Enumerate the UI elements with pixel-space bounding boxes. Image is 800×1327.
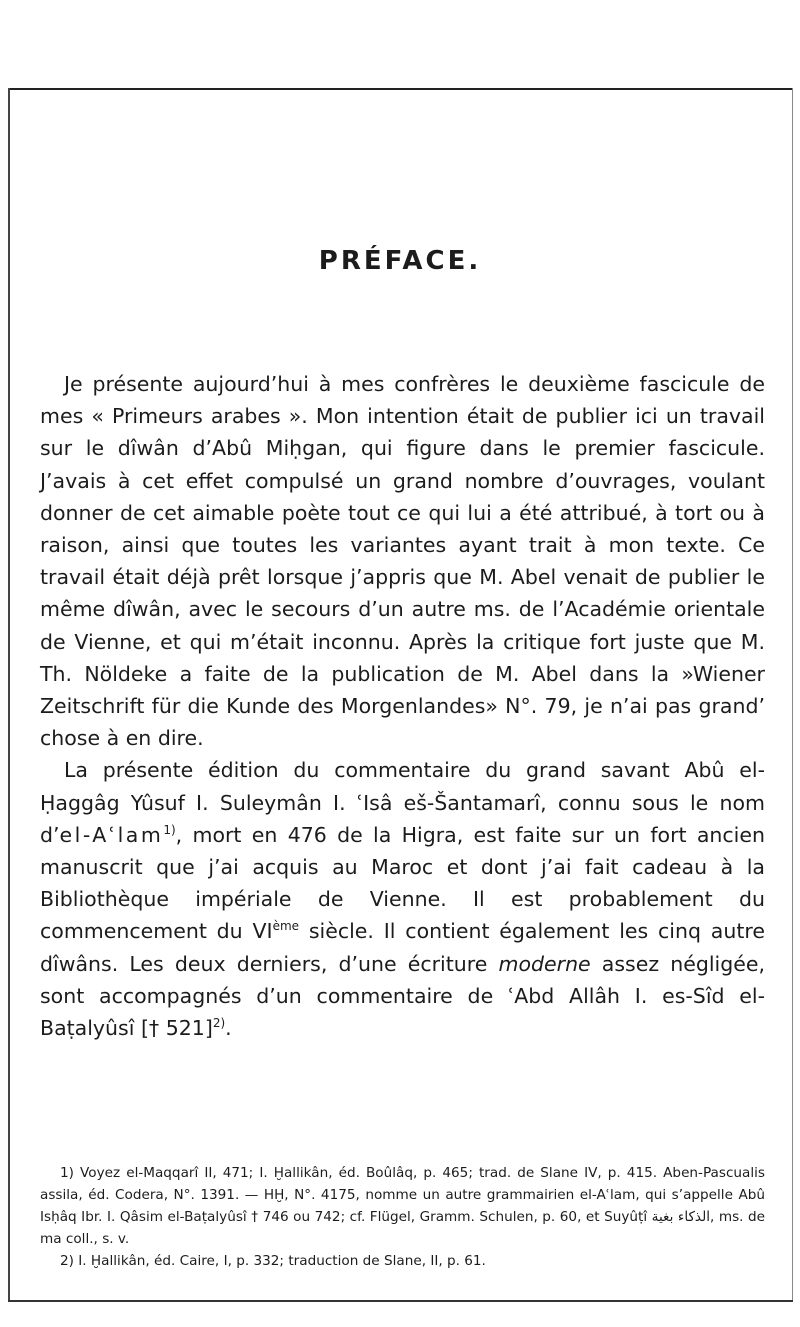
paragraph-2-intro: La présente édition du commentaire du grand savant Abû el-Ḥaggâg Yûsuf I. Suleymân I. ʿIsâ eš-Šantamarî, connu sous le nom d’ (40, 758, 765, 847)
paragraph-2-middle-2: siècle. Il contient également les cinq autre dîwâns. Les deux derniers, d’une écriture (40, 919, 765, 976)
footnotes (40, 1162, 765, 1272)
footnote-1-text: Voyez el-Maqqarî II, 471; I. Ḫallikân, éd. Boûlâq, p. 465; trad. de Slane IV, p. 415. Aben-Pascualis assila, éd. Codera, N°. 1391. — HḪ, N°. 4175, nomme un autre grammairien el-Aʿlam, qui s’appelle Abû Isḥâq Ibr. I. Qâsim el-Baṭalyûsî † 746 ou 742; cf. Flügel, Gramm. Schulen, p. 60, et Suyûṭî (40, 1165, 766, 1225)
footnote-marker-1: 1) (163, 823, 176, 838)
paragraph-2-middle: , mort en 476 de la Higra, est faite sur un fort ancien manuscrit que j’ai acquis au Maroc et dont j’ai fait cadeau à la Bibliothèque impériale de Vienne. Il est probablement du commencement du VI (40, 822, 765, 944)
footnote-1 (40, 1162, 765, 1250)
footnote-marker-2: 2) (212, 1016, 226, 1031)
top-frame-rule (8, 88, 793, 90)
paragraph-1: Je présente aujourd’hui à mes confrères le deuxième fascicule de mes « Primeurs arabes ». Mon intention était de publier ici un travail sur le dîwân d’Abû Miḥgan, qui figure dans le premier fascicule. J’avais à cet effet compulsé un grand nombre d’ouvrages, voulant donner de cet aimable poète tout ce qui lui a été attribué, à tort ou à raison, ainsi que toutes les variantes ayant trait à mon texte. Ce travail était déjà prêt lorsque j’appris que M. Abel venait de publier le même dîwân, avec le secours d’un autre ms. de l’Académie orientale de Vienne, et qui m’était inconnu. Après la critique fort juste que M. Th. Nöldeke a faite de la publication de M. Abel dans la »Wiener Zeitschrift für die Kunde des Morgenlandes» N°. 79, je n’ai pas grand’ chose à en dire. (40, 372, 765, 751)
paragraph-2 (40, 754, 765, 1044)
bottom-frame-rule (8, 1300, 793, 1302)
body-text (40, 368, 765, 1044)
paragraph-2-after-emphasis: assez négligée, sont accompagnés d’un commentaire de ʿAbd Allâh I. es-Sîd el-Baṭalyûsî [† 521] (40, 951, 765, 1041)
footnote-1-arabic-title: الذكاء بغية (651, 1209, 710, 1225)
author-name-spaced: el-Aʿlam (59, 822, 164, 847)
footnote-1-number: 1) (60, 1165, 74, 1181)
page-title: PRÉFACE. (318, 246, 482, 276)
emphasis-moderne: moderne (498, 951, 591, 976)
footnote-2-number: 2) (60, 1253, 74, 1269)
century-suffix: ème (272, 919, 300, 934)
paragraph-2-end: . (225, 1016, 232, 1041)
footnote-2-text: I. Ḫallikân, éd. Caire, I, p. 332; traduction de Slane, II, p. 61. (78, 1253, 486, 1269)
footnote-1-end: , ms. de ma coll., s. v. (40, 1209, 765, 1247)
footnote-2 (40, 1250, 765, 1272)
